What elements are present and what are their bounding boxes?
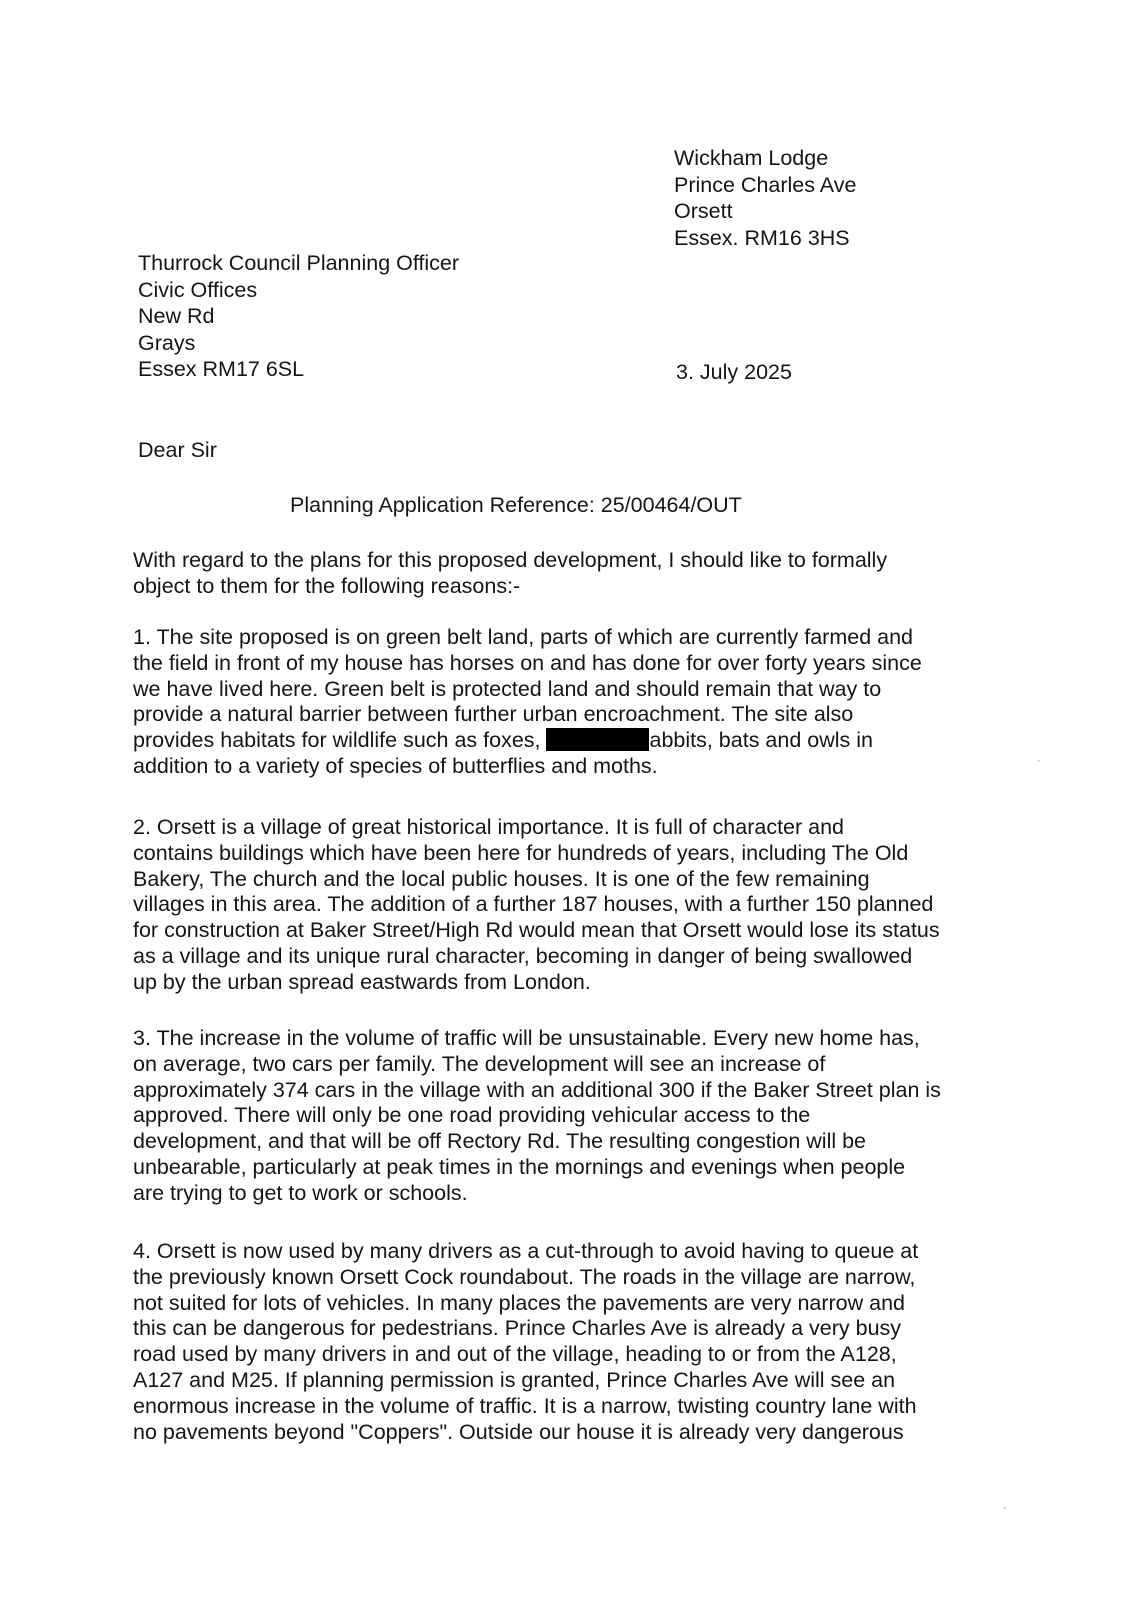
scan-speck: [1003, 1507, 1006, 1509]
letter-date: 3. July 2025: [676, 360, 792, 384]
paragraph-line: villages in this area. The addition of a further 187 houses, with a further 150 planned: [133, 892, 934, 917]
paragraph-line: as a village and its unique rural character, becoming in danger of being swallowed: [133, 943, 913, 968]
paragraph-line: the previously known Orsett Cock roundabout. The roads in the village are narrow,: [133, 1264, 916, 1289]
sender-address-line: Orsett: [674, 199, 733, 223]
paragraph-line: approximately 374 cars in the village with an additional 300 if the Baker Street plan is: [133, 1077, 941, 1102]
sender-address-line: Prince Charles Ave: [674, 172, 857, 197]
paragraph-line-redacted: [133, 728, 922, 754]
paragraph-line: 4. Orsett is now used by many drivers as a cut-through to avoid having to queue at: [133, 1239, 919, 1263]
recipient-address-line: Grays: [138, 330, 196, 355]
subject-reference: Planning Application Reference: 25/00464/OUT: [290, 493, 742, 517]
paragraph-line: approved. There will only be one road providing vehicular access to the: [133, 1103, 811, 1128]
scan-speck: [1037, 760, 1040, 762]
recipient-address-line: Essex RM17 6SL: [138, 357, 305, 381]
paragraph-line: up by the urban spread eastwards from London.: [133, 969, 591, 994]
sender-address-line: Essex. RM16 3HS: [674, 225, 850, 250]
paragraph-line: no pavements beyond "Coppers". Outside our house it is already very dangerous: [133, 1419, 904, 1444]
objection-point-4: [133, 1239, 918, 1445]
line-text: provides habitats for wildlife such as foxes,: [133, 728, 547, 753]
recipient-address-line: Civic Offices: [138, 277, 258, 302]
paragraph-line: contains buildings which have been here for hundreds of years, including The Old: [133, 840, 909, 865]
sender-address: [674, 145, 856, 251]
paragraph-line: addition to a variety of species of butterflies and moths.: [133, 753, 658, 778]
intro-paragraph: [133, 548, 887, 600]
paragraph-line: provide a natural barrier between further urban encroachment. The site also: [133, 702, 854, 727]
paragraph-line: this can be dangerous for pedestrians. Prince Charles Ave is already a very busy: [133, 1316, 902, 1341]
objection-point-3: [133, 1026, 941, 1207]
sender-address-line: Wickham Lodge: [674, 146, 829, 170]
recipient-address: [138, 250, 459, 383]
paragraph-line: development, and that will be off Rectory Rd. The resulting congestion will be: [133, 1129, 867, 1154]
paragraph-line: 2. Orsett is a village of great historical importance. It is full of character and: [133, 815, 845, 839]
redaction-block: [546, 728, 649, 751]
recipient-address-line: New Rd: [138, 304, 215, 328]
salutation: Dear Sir: [138, 438, 217, 462]
paragraph-line: unbearable, particularly at peak times in the mornings and evenings when people: [133, 1154, 906, 1179]
paragraph-line: we have lived here. Green belt is protected land and should remain that way to: [133, 676, 882, 701]
paragraph-line: for construction at Baker Street/High Rd would mean that Orsett would lose its status: [133, 918, 940, 943]
paragraph-line: With regard to the plans for this proposed development, I should like to formally: [133, 548, 888, 572]
paragraph-line: are trying to get to work or schools.: [133, 1180, 468, 1205]
paragraph-line: object to them for the following reasons:-: [133, 573, 521, 598]
recipient-address-line: Thurrock Council Planning Officer: [138, 251, 460, 275]
objection-point-2: [133, 815, 940, 996]
line-text-after-redaction: abbits, bats and owls in: [649, 728, 873, 753]
paragraph-line: not suited for lots of vehicles. In many places the pavements are very narrow and: [133, 1290, 906, 1315]
paragraph-line: enormous increase in the volume of traffic. It is a narrow, twisting country lane with: [133, 1393, 917, 1418]
objection-point-1: [133, 625, 922, 780]
paragraph-line: Bakery, The church and the local public houses. It is one of the few remaining: [133, 866, 870, 891]
paragraph-line: road used by many drivers in and out of the village, heading to or from the A128,: [133, 1342, 897, 1367]
paragraph-line: on average, two cars per family. The development will see an increase of: [133, 1051, 826, 1076]
paragraph-line: the field in front of my house has horses on and has done for over forty years since: [133, 650, 922, 675]
paragraph-line: A127 and M25. If planning permission is granted, Prince Charles Ave will see an: [133, 1367, 896, 1392]
paragraph-line: 1. The site proposed is on green belt land, parts of which are currently farmed and: [133, 625, 914, 649]
paragraph-line: 3. The increase in the volume of traffic will be unsustainable. Every new home has,: [133, 1026, 920, 1050]
